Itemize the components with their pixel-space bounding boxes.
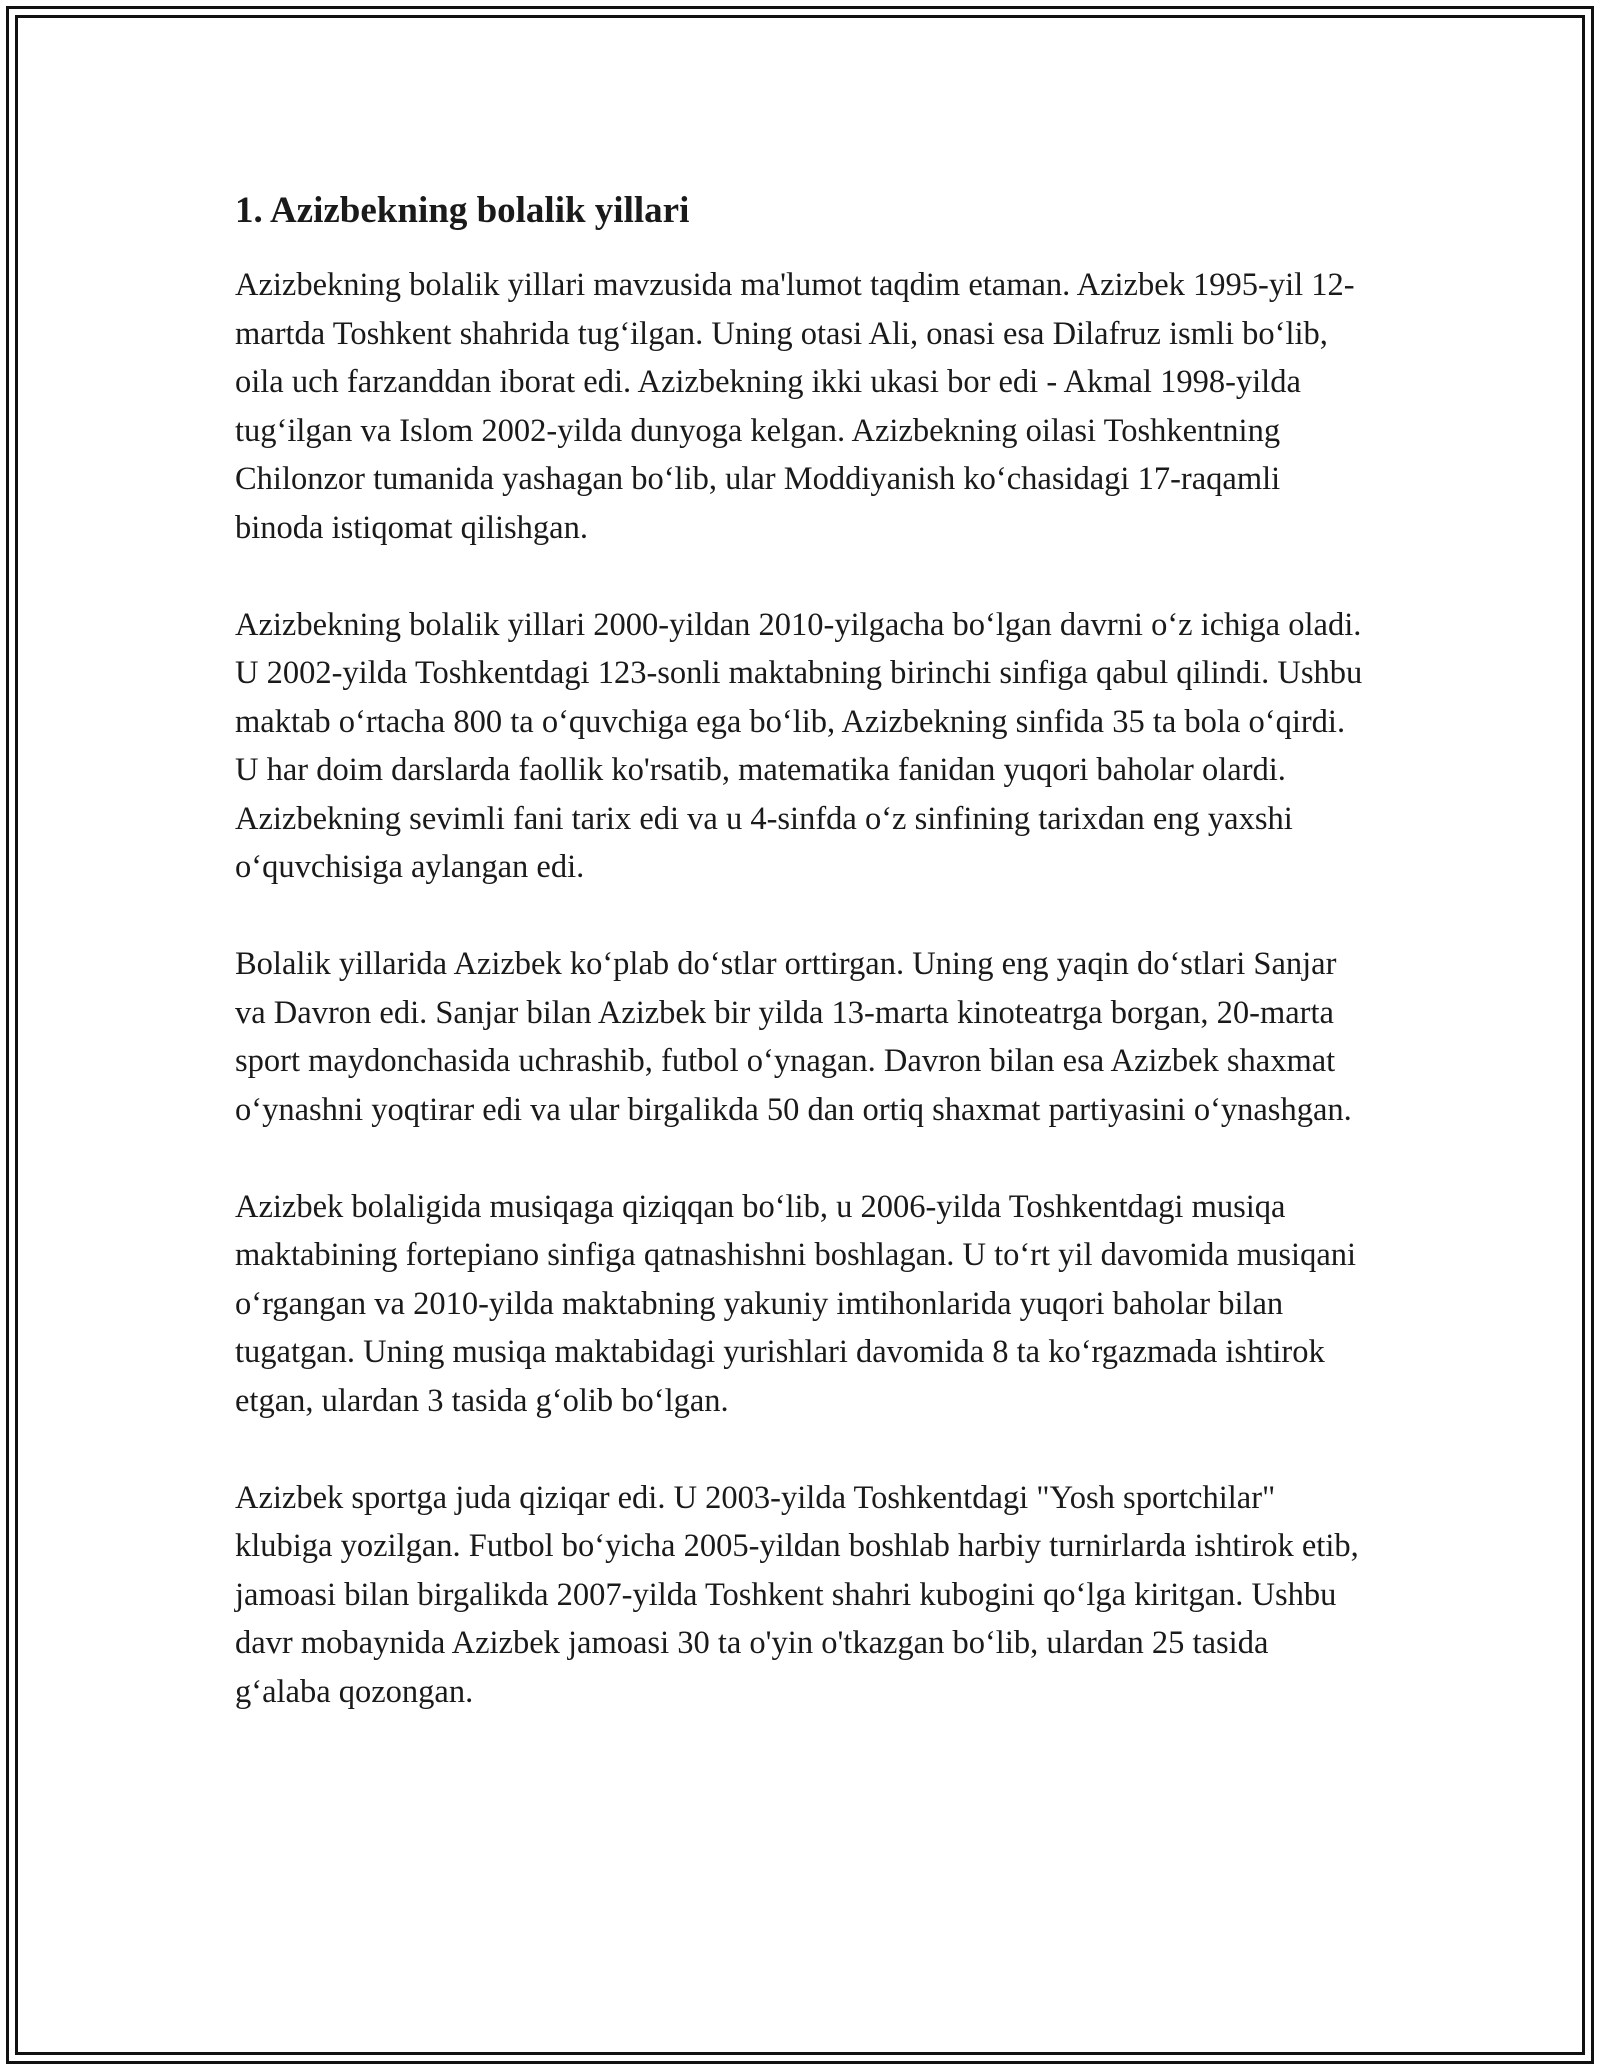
paragraph-sports: Azizbek sportga juda qiziqar edi. U 2003-yilda Toshkentdagi "Yosh sportchilar" klubiga yozilgan. Futbol bo‘yicha 2005-yildan boshlab harbiy turnirlarda ishtirok etib, jamoasi bilan birgalikda 2007-yilda Toshkent shahri kubogini qo‘lga kiritgan. Ushbu davr mobaynida Azizbek jamoasi 30 ta o'yin o'tkazgan bo‘lib, ulardan 25 tasida g‘alaba qozongan. (235, 1479, 1359, 1710)
paragraph-school: Azizbekning bolalik yillari 2000-yildan 2010-yilgacha bo‘lgan davrni o‘z ichiga oladi. U 2002-yilda Toshkentdagi 123-sonli maktabning birinchi sinfiga qabul qilindi. Ushbu maktab o‘rtacha 800 ta o‘quvchiga ega bo‘lib, Azizbekning sinfida 35 ta bola o‘qirdi. U har doim darslarda faollik ko'rsatib, matematika fanidan yuqori baholar olardi. Azizbekning sevimli fani tarix edi va u 4-sinfda o‘z sinfining tarixdan eng yaxshi o‘quvchisiga aylangan edi. (235, 606, 1363, 885)
paragraph-family: Azizbekning bolalik yillari mavzusida ma'lumot taqdim etaman. Azizbek 1995-yil 12-martda Toshkent shahrida tug‘ilgan. Uning otasi Ali, onasi esa Dilafruz ismli bo‘lib, oila uch farzanddan iborat edi. Azizbekning ikki ukasi bor edi - Akmal 1998-yilda tug‘ilgan va Islom 2002-yilda dunyoga kelgan. Azizbekning oilasi Toshkentning Chilonzor tumanida yashagan bo‘lib, ular Moddiyanish ko‘chasidagi 17-raqamli binoda istiqomat qilishgan. (235, 267, 1355, 546)
paragraph-music: Azizbek bolaligida musiqaga qiziqqan bo‘lib, u 2006-yilda Toshkentdagi musiqa maktabining fortepiano sinfiga qatnashishni boshlagan. U to‘rt yil davomida musiqani o‘rgangan va 2010-yilda maktabning yakuniy imtihonlarida yuqori baholar bilan tugatgan. Uning musiqa maktabidagi yurishlari davomida 8 ta ko‘rgazmada ishtirok etgan, ulardan 3 tasida g‘olib bo‘lgan. (235, 1188, 1357, 1419)
document-body (235, 185, 1365, 1765)
section-heading: 1. Azizbekning bolalik yillari (235, 190, 690, 231)
paragraph-friends: Bolalik yillarida Azizbek ko‘plab do‘stlar orttirgan. Uning eng yaqin do‘stlari Sanjar va Davron edi. Sanjar bilan Azizbek bir yilda 13-marta kinoteatrga borgan, 20-marta sport maydonchasida uchrashib, futbol o‘ynagan. Davron bilan esa Azizbek shaxmat o‘ynashni yoqtirar edi va ular birgalikda 50 dan ortiq shaxmat partiyasini o‘ynashgan. (235, 946, 1352, 1128)
